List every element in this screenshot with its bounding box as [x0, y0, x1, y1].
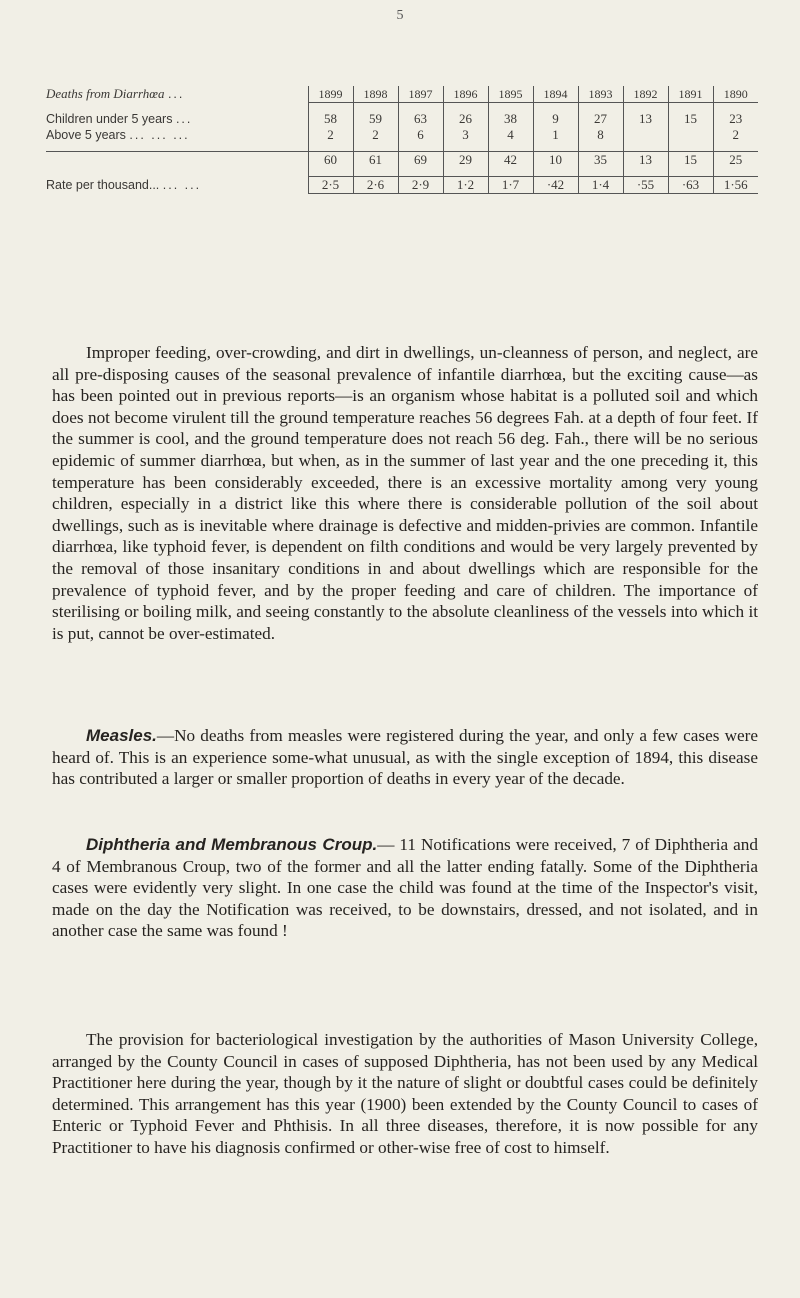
table-row-children-under-5 [46, 111, 758, 127]
year-header: 1897 [398, 86, 443, 103]
rate-cell: 2·5 [308, 177, 353, 194]
total-cell: 10 [533, 152, 578, 169]
paragraph-text: The provision for bacteriological investigation by the authorities of Mason University College, arranged by the County Council in cases of supposed Diphtheria, has not been used by any Medical Practitioner here during the year, though by it the nature of slight or doubtful cases could be definitely determined. This arrangement has this year (1900) been extended by the County Council to cases of Enteric or Typhoid Fever and Phthisis. In all three diseases, therefore, it is now possible for any Practitioner to have his diagnosis confirmed or other-wise free of cost to himself. [52, 1030, 758, 1157]
total-cell: 69 [398, 152, 443, 169]
row-label: Above 5 years [46, 128, 126, 142]
year-header: 1893 [578, 86, 623, 103]
leader-dots: ... [175, 112, 193, 126]
leader-dots: ... [167, 87, 185, 102]
year-header: 1894 [533, 86, 578, 103]
year-header: 1896 [443, 86, 488, 103]
paragraph-diphtheria [52, 834, 758, 942]
table-row-totals [46, 152, 758, 169]
row-label-cell [46, 127, 308, 143]
rate-cell: 2·6 [353, 177, 398, 194]
paragraph-text: Improper feeding, over-crowding, and dirt in dwellings, un-cleanness of person, and neglect, are all pre-disposing causes of the seasonal prevalence of infantile diarrhœa, but the exciting cause—as has been pointed out in previous reports—is an organism whose habitat is a polluted soil and which does not become virulent till the ground temperature reaches 56 degrees Fah. at a depth of four feet. If the summer is cool, and the ground temperature does not reach 56 deg. Fah., there will be no serious epidemic of summer diarrhœa, but when, as in the summer of last year and the one preceding it, this temperature has been considerably exceeded, there is an excessive mortality among very young children, especially in a district like this where there is considerable pollution of the soil about dwellings, such as is inevitable where drainage is defective and midden-privies are common. Infantile diarrhœa, like typhoid fever, is dependent on filth conditions and would be very largely prevented by the removal of those insanitary conditions in and about dwellings which are responsible for the prevalence of typhoid fever, and by the proper feeding and care of children. The importance of sterilising or boiling milk, and seeing constantly to the absolute cleanliness of the vessels into which it is put, cannot be over-estimated. [52, 343, 758, 643]
section-heading-diphtheria: Diphtheria and Membranous Croup. [86, 835, 378, 854]
year-header: 1890 [713, 86, 758, 103]
rate-cell: ·63 [668, 177, 713, 194]
table-cell: 9 [533, 111, 578, 127]
table-cell: 23 [713, 111, 758, 127]
table-cell: 1 [533, 127, 578, 143]
page-number: 5 [396, 8, 404, 23]
diarrhoea-deaths-table [46, 86, 758, 194]
table-cell: 59 [353, 111, 398, 127]
table-cell: 2 [308, 127, 353, 143]
leader-dots: ... ... ... [129, 128, 190, 142]
total-cell: 15 [668, 152, 713, 169]
table-cell: 3 [443, 127, 488, 143]
table-row-above-5 [46, 127, 758, 143]
rate-cell: ·42 [533, 177, 578, 194]
table-cell: 13 [623, 111, 668, 127]
paragraph-bacteriological [52, 1029, 758, 1159]
table-cell [623, 127, 668, 143]
rate-cell: 1·7 [488, 177, 533, 194]
total-cell: 25 [713, 152, 758, 169]
paragraph-measles [52, 725, 758, 790]
total-cell: 60 [308, 152, 353, 169]
total-cell: 29 [443, 152, 488, 169]
rate-cell: 1·4 [578, 177, 623, 194]
table-cell: 6 [398, 127, 443, 143]
table-cell: 27 [578, 111, 623, 127]
table-cell: 4 [488, 127, 533, 143]
total-cell: 42 [488, 152, 533, 169]
table-cell: 58 [308, 111, 353, 127]
table-header-row [46, 86, 758, 103]
row-label-cell [46, 111, 308, 127]
year-header: 1895 [488, 86, 533, 103]
table-cell: 63 [398, 111, 443, 127]
row-label: Children under 5 years [46, 112, 173, 126]
year-header: 1891 [668, 86, 713, 103]
total-cell: 61 [353, 152, 398, 169]
total-cell: 35 [578, 152, 623, 169]
table-cell: 8 [578, 127, 623, 143]
year-header: 1892 [623, 86, 668, 103]
rate-cell: ·55 [623, 177, 668, 194]
table-cell: 2 [713, 127, 758, 143]
rate-cell: 2·9 [398, 177, 443, 194]
table-title: Deaths from Diarrhœa [46, 86, 165, 102]
table-title-cell [46, 86, 308, 103]
table-cell: 2 [353, 127, 398, 143]
table-cell: 15 [668, 111, 713, 127]
section-heading-measles: Measles. [86, 726, 157, 745]
paragraph-text: — 11 Notifications were received, 7 of Diphtheria and 4 of Membranous Croup, two of the former and all the latter ending fatally. Some of the Diphtheria cases were evidently very slight. In one case the child was found at the time of the Inspector's visit, made on the day the Notification was received, to be downstairs, dressed, and not isolated, and in another case the same was found ! [52, 835, 758, 941]
row-label-cell [46, 177, 308, 194]
table-cell: 26 [443, 111, 488, 127]
leader-dots: ... ... [162, 178, 202, 192]
paragraph-text: —No deaths from measles were registered during the year, and only a few cases were heard of. This is an experience some-what unusual, as with the single exception of 1894, this disease has contributed a larger or smaller proportion of deaths in every year of the decade. [52, 726, 758, 789]
year-header: 1899 [308, 86, 353, 103]
table-row-rate [46, 177, 758, 194]
row-label: Rate per thousand... [46, 178, 160, 192]
table-cell [668, 127, 713, 143]
total-cell: 13 [623, 152, 668, 169]
year-header: 1898 [353, 86, 398, 103]
table-cell: 38 [488, 111, 533, 127]
paragraph-improper-feeding [52, 342, 758, 644]
rate-cell: 1·2 [443, 177, 488, 194]
rate-cell: 1·56 [713, 177, 758, 194]
